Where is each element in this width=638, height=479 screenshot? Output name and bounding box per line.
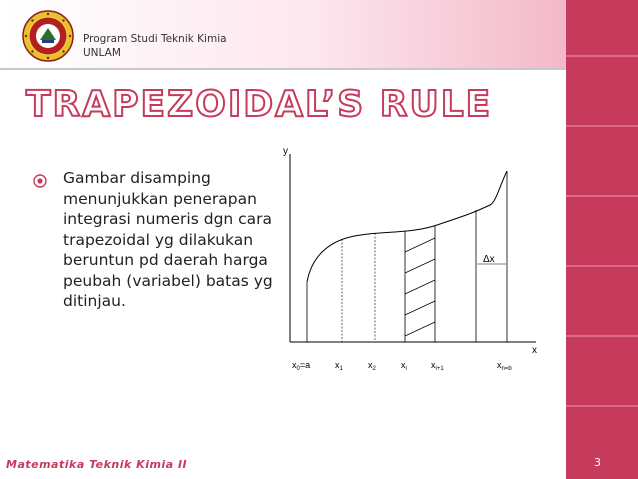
sidebar-stripe [566, 55, 638, 57]
tick-label-x0: $x_0=a$ [292, 360, 311, 372]
right-sidebar [566, 0, 638, 479]
tick-label-xi: $x_i$ [401, 360, 407, 372]
x-axis-label: x [532, 345, 537, 356]
tick-label-xi1: $x_{i+1}$ [431, 360, 444, 372]
header-divider [0, 68, 566, 70]
trapezoid-diagram [280, 140, 560, 390]
tick-label-x1: $x_1$ [335, 360, 343, 372]
footer-course-name: Matematika Teknik Kimia II [6, 458, 188, 471]
tick-label-x2: $x_2$ [368, 360, 376, 372]
slide-title: TRAPEZOIDAL’S RULE [26, 84, 493, 125]
function-curve [307, 171, 507, 282]
sidebar-stripe [566, 335, 638, 337]
sidebar-stripe [566, 125, 638, 127]
sidebar-stripe [566, 405, 638, 407]
trapezoid-hatching [405, 238, 435, 336]
dx-label: Δx [483, 254, 495, 265]
institution-name: UNLAM [83, 47, 121, 59]
page-number: 3 [594, 456, 601, 469]
header-text [83, 32, 227, 60]
program-name: Program Studi Teknik Kimia [83, 33, 227, 45]
sidebar-stripe [566, 265, 638, 267]
tick-label-xn: $x_{n=b}$ [497, 360, 512, 372]
y-axis-label: y [283, 146, 288, 157]
sidebar-stripe [566, 195, 638, 197]
university-logo-icon [22, 10, 74, 62]
bullet-text: Gambar disamping menunjukkan penerapan integrasi numeris dgn cara trapezoidal yg dilakukan beruntun pd daerah harga peubah (variabel) batas yg ditinjau. [63, 169, 273, 310]
bullet-icon [33, 174, 47, 188]
